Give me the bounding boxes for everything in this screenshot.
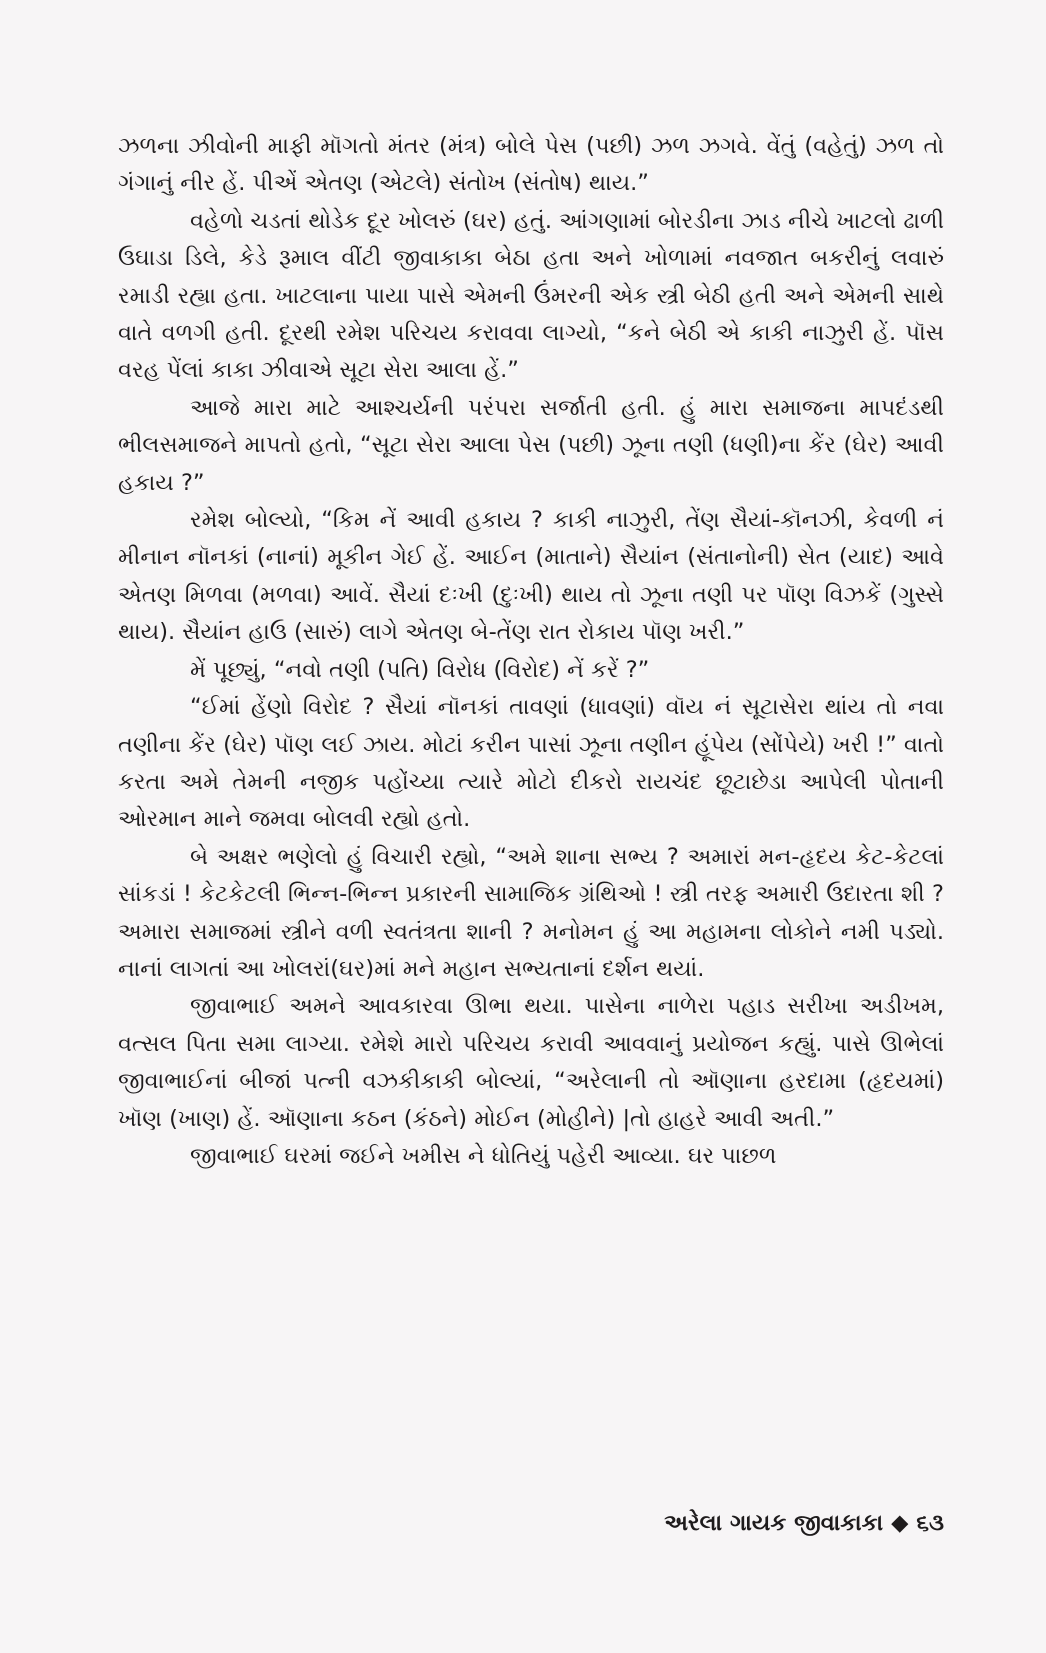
paragraph: જીવાભાઈ ઘરમાં જઈને ખમીસ ને ધોતિયું પહેરી આવ્યા. ઘર પાછળ — [190, 1142, 777, 1169]
page-body — [118, 128, 944, 1175]
paragraph: રમેશ બોલ્યો, “કિમ નેં આવી હકાય ? કાકી નાઝુરી, તેંણ સૈયાં-કૉનઝી, કેવળી નં મીનાન નૉનકાં (નાનાં) મૂકીન ગેઈ હેં. આઈન (માતાને) સૈયાંન (સંતાનોની) સેત (યાદ) આવે એતણ મિળવા (મળવા) આવેં. સૈયાં દઃખી (દુઃખી) થાય તો ઝૂના તણી પર પૉણ વિઝકેં (ગુસ્સે થાય). સૈયાંન હાઉ (સારું) લાગે એતણ બે-તેંણ રાત રોકાય પૉણ ખરી.” — [118, 507, 944, 646]
paragraph: મેં પૂછ્યું, “નવો તણી (પતિ) વિરોધ (વિરોદ) નેં કરેં ?” — [190, 656, 650, 683]
page-number: ૬૩ — [916, 1510, 944, 1536]
running-footer — [664, 1510, 944, 1536]
paragraph: બે અક્ષર ભણેલો હું વિચારી રહ્યો, “અમે શાના સભ્ય ? અમારાં મન-હૃદય કેટ-કેટલાં સાંકડાં ! કેટકેટલી ભિન્ન-ભિન્ન પ્રકારની સામાજિક ગ્રંથિઓ ! સ્ત્રી તરફ અમારી ઉદારતા શી ? અમારા સમાજમાં સ્ત્રીને વળી સ્વતંત્રતા શાની ? મનોમન હું આ મહામના લોકોને નમી પડ્યો. નાનાં લાગતાં આ ખોલરાં(ઘર)માં મને મહાન સભ્યતાનાં દર્શન થયાં. — [118, 843, 944, 982]
paragraph: જીવાભાઈ અમને આવકારવા ઊભા થયા. પાસેના નાળેરા પહાડ સરીખા અડીખમ, વત્સલ પિતા સમા લાગ્યા. રમેશે મારો પરિચય કરાવી આવવાનું પ્રયોજન કહ્યું. પાસે ઊભેલાં જીવાભાઈનાં બીજાં પત્ની વઝકીકાકી બોલ્યાં, “અરેલાની તો ઑણાના હરદામા (હૃદયમાં) ખૉણ (ખાણ) હેં. ઑણાના કઠન (કંઠને) મોઈન (મોહીને) |તો હાહરે આવી અતી.” — [118, 993, 944, 1132]
paragraph: આજે મારા માટે આશ્ચર્યની પરંપરા સર્જાતી હતી. હું મારા સમાજના માપદંડથી ભીલસમાજને માપતો હતો, “સૂટા સેરા આલા પેસ (પછી) ઝૂના તણી (ધણી)ના કેંર (ઘેર) આવી હકાય ?” — [118, 394, 944, 496]
chapter-title: અરેલા ગાયક જીવાકાકા — [664, 1510, 884, 1536]
paragraph: “ઈમાં હેંણો વિરોદ ? સૈયાં નૉનકાં તાવણાં (ધાવણાં) વૉય નં સૂટાસેરા થાંય તો નવા તણીના કેંર (ઘેર) પૉણ લઈ ઝાય. મોટાં કરીન પાસાં ઝૂના તણીન હૂંપેય (સોંપેયે) ખરી !” વાતો કરતા અમે તેમની નજીક પહોંચ્યા ત્યારે મોટો દીકરો રાયચંદ છૂટાછેડા આપેલી પોતાની ઓરમાન માને જમવા બોલવી રહ્યો હતો. — [118, 694, 944, 833]
diamond-icon: ◆ — [891, 1510, 909, 1536]
paragraph: વહેળો ચડતાં થોડેક દૂર ખોલરું (ઘર) હતું. આંગણામાં બોરડીના ઝાડ નીચે ખાટલો ઢાળી ઉઘાડા ડિલે, કેડે રૂમાલ વીંટી જીવાકાકા બેઠા હતા અને ખોળામાં નવજાત બકરીનું લવારું રમાડી રહ્યા હતા. ખાટલાના પાયા પાસે એમની ઉંમરની એક સ્ત્રી બેઠી હતી અને એમની સાથે વાતે વળગી હતી. દૂરથી રમેશ પરિચય કરાવવા લાગ્યો, “કને બેઠી એ કાકી નાઝુરી હેં. પૉસ વરહ પેંલાં કાકા ઝીવાએ સૂટા સેરા આલા હેં.” — [118, 207, 944, 384]
paragraph: ઝળના ઝીવોની માફી મૉગતો મંતર (મંત્ર) બોલે પેસ (પછી) ઝળ ઝગવે. વેંતું (વહેતું) ઝળ તો ગંગાનું નીર હેં. પીએં એતણ (એટલે) સંતોખ (સંતોષ) થાય.” — [118, 133, 944, 197]
